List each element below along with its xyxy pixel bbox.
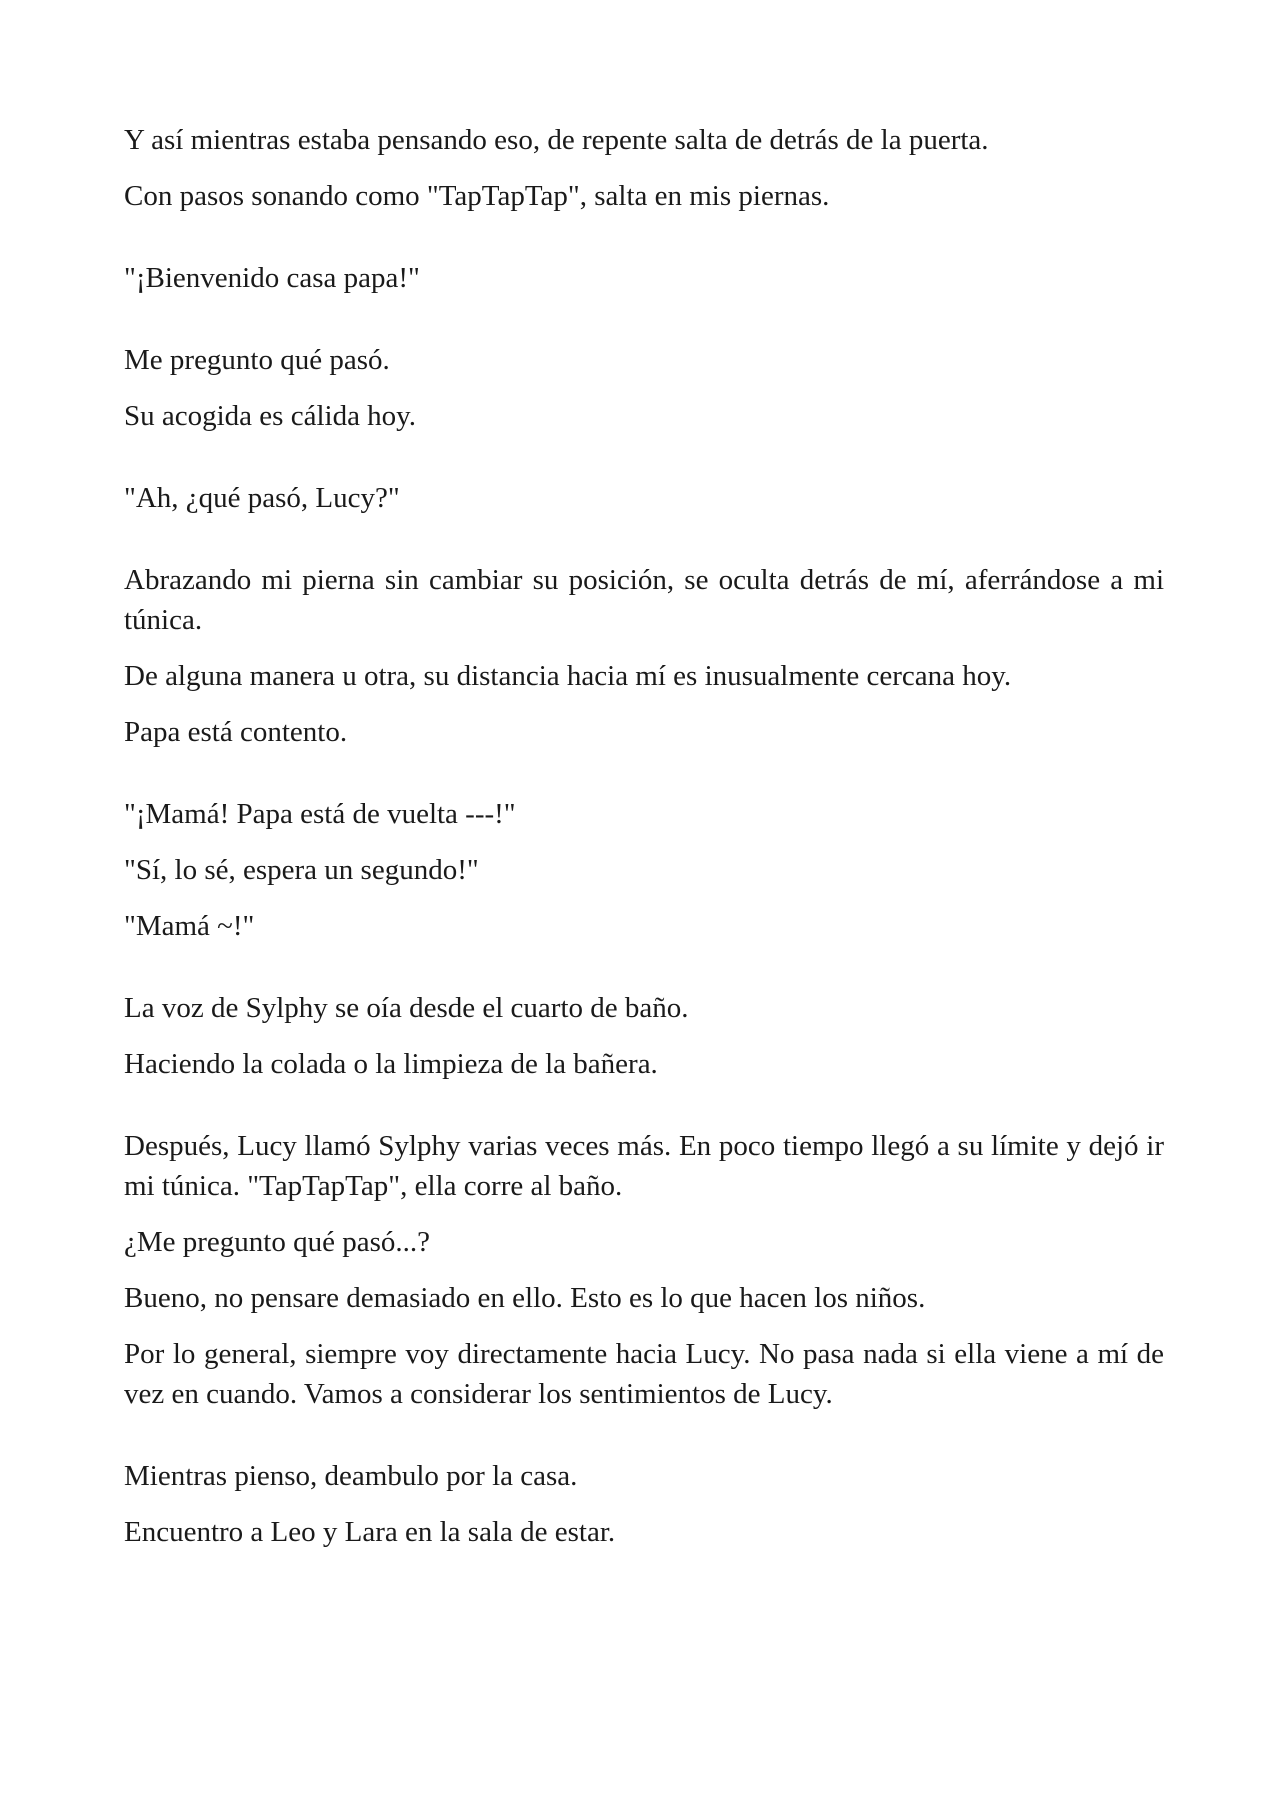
paragraph: Haciendo la colada o la limpieza de la bañera. xyxy=(124,1048,658,1080)
paragraph: Mientras pienso, deambulo por la casa. xyxy=(124,1460,578,1492)
paragraph: Me pregunto qué pasó. xyxy=(124,344,390,376)
paragraph-gap xyxy=(124,314,1164,340)
paragraph: "Sí, lo sé, espera un segundo!" xyxy=(124,854,479,886)
paragraph: Su acogida es cálida hoy. xyxy=(124,400,417,432)
document-page xyxy=(124,120,1164,1568)
paragraph: Por lo general, siempre voy directamente hacia Lucy. No pasa nada si ella viene a mí de vez en cuando. Vamos a considerar los sentimientos de Lucy. xyxy=(124,1338,1164,1410)
paragraph: De alguna manera u otra, su distancia hacia mí es inusualmente cercana hoy. xyxy=(124,660,1012,692)
paragraph-gap xyxy=(124,1100,1164,1126)
paragraph: Abrazando mi pierna sin cambiar su posición, se oculta detrás de mí, aferrándose a mi túnica. xyxy=(124,564,1164,636)
paragraph: Encuentro a Leo y Lara en la sala de estar. xyxy=(124,1516,616,1548)
paragraph: "¡Mamá! Papa está de vuelta ---!" xyxy=(124,798,516,830)
paragraph: Después, Lucy llamó Sylphy varias veces más. En poco tiempo llegó a su límite y dejó ir mi túnica. "TapTapTap", ella corre al baño. xyxy=(124,1130,1164,1202)
paragraph: "Ah, ¿qué pasó, Lucy?" xyxy=(124,482,400,514)
paragraph: Papa está contento. xyxy=(124,716,348,748)
paragraph: ¿Me pregunto qué pasó...? xyxy=(124,1226,431,1258)
paragraph-gap xyxy=(124,1430,1164,1456)
paragraph-gap xyxy=(124,452,1164,478)
paragraph: Bueno, no pensare demasiado en ello. Esto es lo que hacen los niños. xyxy=(124,1282,926,1314)
paragraph: Con pasos sonando como "TapTapTap", salta en mis piernas. xyxy=(124,180,830,212)
paragraph-gap xyxy=(124,232,1164,258)
paragraph: "Mamá ~!" xyxy=(124,910,255,942)
paragraph-gap xyxy=(124,962,1164,988)
paragraph: La voz de Sylphy se oía desde el cuarto de baño. xyxy=(124,992,689,1024)
paragraph-gap xyxy=(124,768,1164,794)
paragraph: Y así mientras estaba pensando eso, de repente salta de detrás de la puerta. xyxy=(124,124,989,156)
paragraph-gap xyxy=(124,534,1164,560)
paragraph: "¡Bienvenido casa papa!" xyxy=(124,262,420,294)
